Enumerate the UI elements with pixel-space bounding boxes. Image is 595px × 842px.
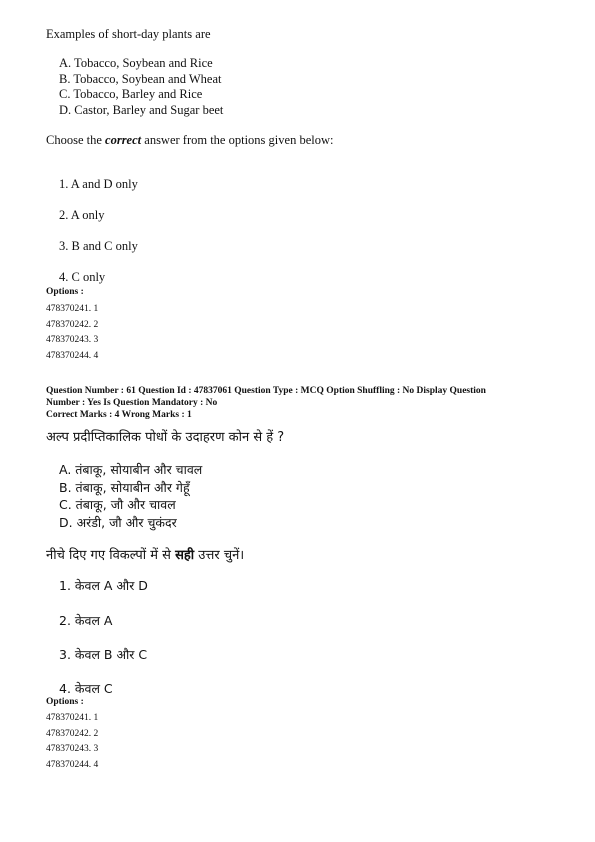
question-meta-line-1: Question Number : 61 Question Id : 47837061 Question Type : MCQ Option Shuffling : No Display Question bbox=[46, 386, 486, 396]
statement-list-hi bbox=[59, 461, 202, 531]
option-id-list-en bbox=[46, 302, 98, 365]
choice-2-en: 2. A only bbox=[59, 208, 105, 222]
instruction-hi bbox=[46, 545, 244, 563]
statement-d-hi: D. अरंडी, जौ और चुकंदर bbox=[59, 514, 177, 530]
statement-d-en: D. Castor, Barley and Sugar beet bbox=[59, 102, 224, 117]
choice-3-en: 3. B and C only bbox=[59, 239, 138, 253]
choice-4-hi: 4. केवल C bbox=[59, 681, 113, 696]
choice-4-en: 4. C only bbox=[59, 270, 106, 284]
option-id-3-en: 478370243. 3 bbox=[46, 335, 99, 346]
options-label-en: Options : bbox=[46, 287, 84, 297]
instruction-en-before: Choose the bbox=[46, 133, 106, 147]
statement-c-hi: C. तंबाकू, जौ और चावल bbox=[59, 497, 176, 512]
statement-b-en: B. Tobacco, Soybean and Wheat bbox=[59, 71, 222, 86]
instruction-en-emph: correct bbox=[105, 133, 142, 147]
question-text-en: Examples of short-day plants are bbox=[46, 27, 211, 41]
option-id-list-hi bbox=[46, 711, 98, 774]
question-meta-line-2: Number : Yes Is Question Mandatory : No bbox=[46, 398, 218, 408]
instruction-hi-after: उत्तर चुनें। bbox=[194, 548, 245, 563]
question-meta-line-3: Correct Marks : 4 Wrong Marks : 1 bbox=[46, 410, 192, 420]
question-text-hi: अल्प प्रदीप्तिकालिक पोधों के उदाहरण कोन से हें ? bbox=[46, 430, 285, 445]
option-id-3-hi: 478370243. 3 bbox=[46, 744, 99, 755]
question-meta bbox=[46, 385, 486, 421]
option-id-4-hi: 478370244. 4 bbox=[46, 760, 99, 771]
choice-1-en: 1. A and D only bbox=[59, 177, 138, 191]
choice-3-hi: 3. केवल B और C bbox=[59, 647, 148, 662]
option-id-4-en: 478370244. 4 bbox=[46, 351, 99, 362]
statement-list-en bbox=[59, 56, 223, 118]
statement-c-en: C. Tobacco, Barley and Rice bbox=[59, 87, 203, 101]
instruction-hi-emph: सही bbox=[175, 548, 195, 563]
statement-a-hi: A. तंबाकू, सोयाबीन और चावल bbox=[59, 462, 203, 477]
option-id-2-en: 478370242. 2 bbox=[46, 319, 99, 330]
choice-1-hi: 1. केवल A और D bbox=[59, 578, 148, 593]
option-id-2-hi: 478370242. 2 bbox=[46, 728, 99, 739]
choice-2-hi: 2. केवल A bbox=[59, 613, 113, 628]
instruction-en bbox=[46, 133, 333, 148]
statement-b-hi: B. तंबाकू, सोयाबीन और गेहूँ bbox=[59, 479, 190, 495]
instruction-hi-before: नीचे दिए गए विकल्पों में से bbox=[46, 548, 176, 563]
instruction-en-after: answer from the options given below: bbox=[141, 133, 334, 147]
option-id-1-hi: 478370241. 1 bbox=[46, 713, 99, 723]
options-label-hi: Options : bbox=[46, 697, 84, 707]
statement-a-en: A. Tobacco, Soybean and Rice bbox=[59, 56, 213, 70]
option-id-1-en: 478370241. 1 bbox=[46, 304, 99, 314]
